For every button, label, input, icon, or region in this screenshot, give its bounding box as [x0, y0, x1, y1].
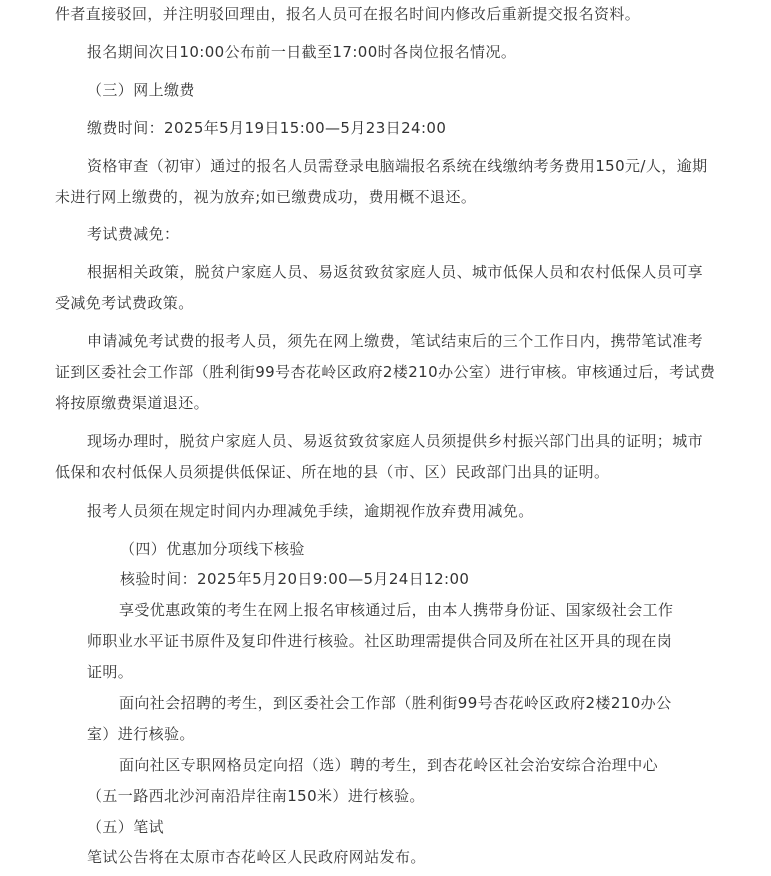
para-fee-waiver-title: 考试费减免： — [87, 225, 180, 243]
para-verification-grid: 面向社区专职网格员定向招（选）聘的考生，到杏花岭区社会治安综合治理中心 （五一路西北沙河南沿岸往南150米）进行核验。 — [87, 756, 659, 805]
para-fee-waiver-docs: 现场办理时，脱贫户家庭人员、易返贫致贫家庭人员须提供乡村振兴部门出具的证明；城市 低保和农村低保人员须提供低保证、所在地的县（市、区）民政部门出具的证明。 — [55, 432, 704, 481]
para-written-exam-notice: 笔试公告将在太原市杏花岭区人民政府网站发布。 — [87, 848, 426, 866]
para-payment-time: 缴费时间：2025年5月19日15:00—5月23日24:00 — [87, 119, 447, 137]
para-fee-waiver-apply: 申请减免考试费的报考人员，须先在网上缴费，笔试结束后的三个工作日内，携带笔试准考 证到区委社会工作部（胜利街99号杏花岭区政府2楼210办公室）进行审核。审核通过后，考试费 将按原缴费渠道退还。 — [55, 332, 716, 412]
para-verification-docs: 享受优惠政策的考生在网上报名审核通过后，由本人携带身份证、国家级社会工作 师职业水平证书原件及复印件进行核验。社区助理需提供合同及所在社区开具的现在岗 证明。 — [87, 601, 674, 681]
section-heading-online-payment: （三）网上缴费 — [87, 81, 195, 99]
section-heading-bonus-verification: （四）优惠加分项线下核验 — [120, 540, 305, 558]
section-heading-written-exam: （五）笔试 — [87, 818, 165, 836]
para-payment-rules: 资格审查（初审）通过的报名人员需登录电脑端报名系统在线缴纳考务费用150元/人，逾期 未进行网上缴费的，视为放弃;如已缴费成功，费用概不退还。 — [55, 157, 708, 206]
para-fee-waiver-policy: 根据相关政策，脱贫户家庭人员、易返贫致贫家庭人员、城市低保人员和农村低保人员可享 受减免考试费政策。 — [55, 263, 704, 312]
para-fee-waiver-deadline: 报考人员须在规定时间内办理减免手续，逾期视作放弃费用减免。 — [87, 502, 534, 520]
para-daily-publish: 报名期间次日10:00公布前一日截至17:00时各岗位报名情况。 — [87, 43, 517, 61]
para-verification-public: 面向社会招聘的考生，到区委社会工作部（胜利街99号杏花岭区政府2楼210办公 室）进行核验。 — [87, 694, 672, 743]
para-reject-resubmit: 件者直接驳回，并注明驳回理由，报名人员可在报名时间内修改后重新提交报名资料。 — [55, 5, 641, 23]
para-verification-time: 核验时间：2025年5月20日9:00—5月24日12:00 — [120, 570, 470, 588]
